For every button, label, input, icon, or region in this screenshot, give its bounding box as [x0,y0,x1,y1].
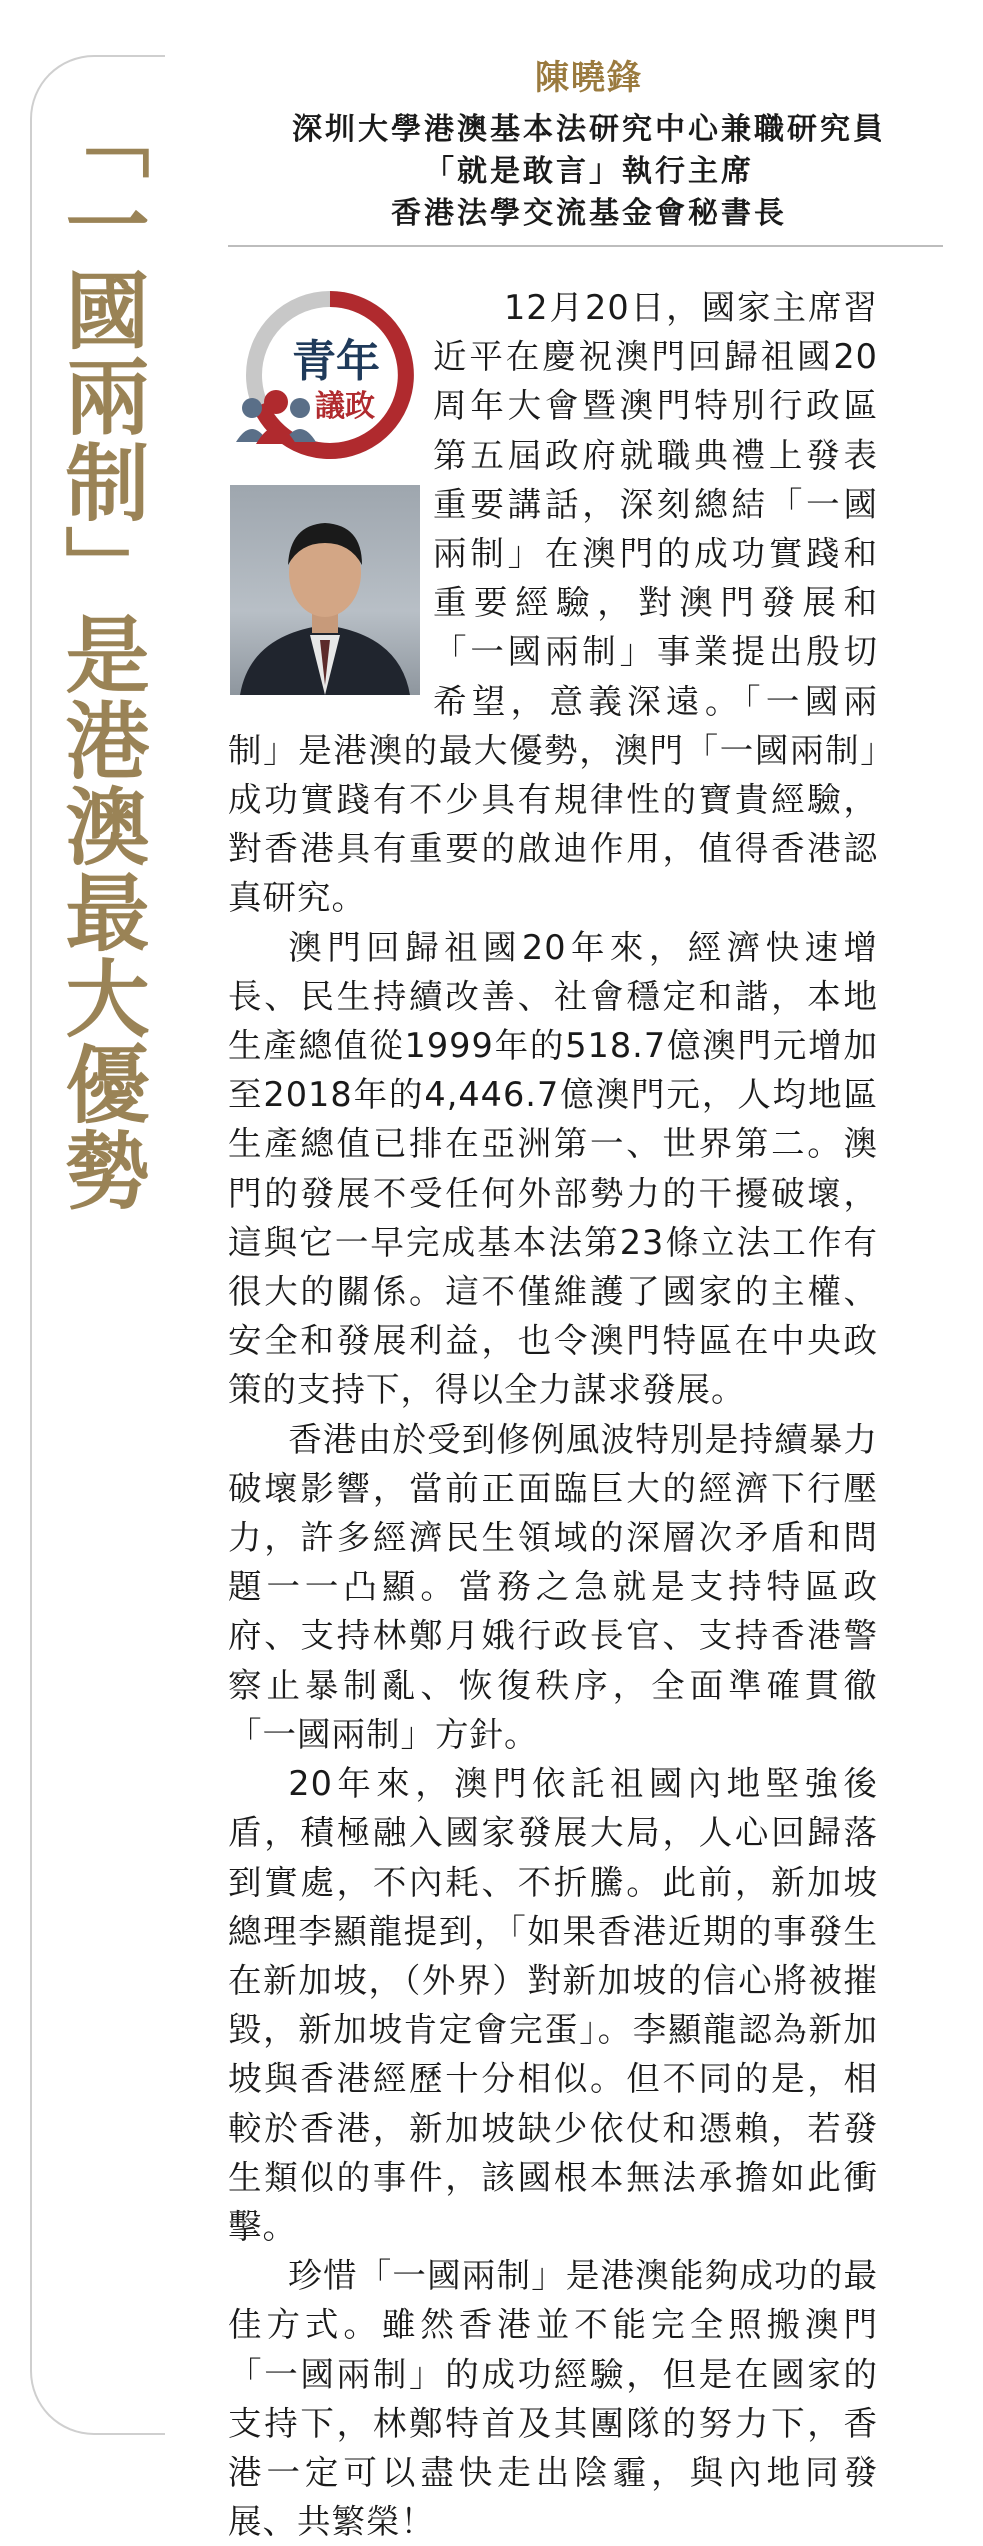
byline-divider [228,245,943,247]
logo-text-politics: 議政 [315,389,375,424]
author-role-1: 深圳大學港澳基本法研究中心兼職研究員 [292,112,886,147]
article-paragraph: 澳門回歸祖國20年來，經濟快速增長、民生持續改善、社會穩定和諧，本地生產總值從1999年的518.7億澳門元增加至2018年的4,446.7億澳門元，人均地區生產總值已排在亞洲第一、世界第二。澳門的發展不受任何外部勢力的干擾破壞，這與它一早完成基本法第23條立法工作有很大的關係。這不僅維護了國家的主權、安全和發展利益，也令澳門特區在中央政策的支持下，得以全力謀求發展。 [228,927,878,1410]
article-paragraph: 20年來，澳門依託祖國內地堅強後盾，積極融入國家發展大局，人心回歸落到實處，不內耗、不折騰。此前，新加坡總理李顯龍提到，「如果香港近期的事發生在新加坡，（外界）對新加坡的信心將被摧毀，新加坡肯定會完蛋」。李顯龍認為新加坡與香港經歷十分相似。但不同的是，相較於香港，新加坡缺少依仗和憑賴，若發生類似的事件，該國根本無法承擔如此衝擊。 [228,1764,878,2246]
headline: 「一國兩制」是港澳最大優勢 [52,95,150,1213]
logo-text-youth: 青年 [292,336,380,387]
article-body [228,283,878,2546]
author-role-2: 「就是敢言」執行主席 [424,154,754,189]
article-paragraph: 12月20日，國家主席習近平在慶祝澳門回歸祖國20周年大會暨澳門特別行政區第五屆政府就職典禮上發表重要講話，深刻總結「一國兩制」在澳門的成功實踐和重要經驗，對澳門發展和「一國兩制」事業提出殷切希望，意義深遠。「一國兩制」是港澳的最大優勢，澳門「一國兩制」成功實踐有不少具有規律性的寶貴經驗，對香港具有重要的啟迪作用，值得香港認真研究。 [228,288,878,918]
byline [225,50,953,235]
article-paragraph: 珍惜「一國兩制」是港澳能夠成功的最佳方式。雖然香港並不能完全照搬澳門「一國兩制」的成功經驗，但是在國家的支持下，林鄭特首及其團隊的努力下，香港一定可以盡快走出陰霾，與內地同發展、共繁榮！ [228,2256,878,2542]
author-name: 陳曉鋒 [535,58,643,98]
article-paragraph: 香港由於受到修例風波特別是持續暴力破壞影響，當前正面臨巨大的經濟下行壓力，許多經濟民生領域的深層次矛盾和問題一一凸顯。當務之急就是支持特區政府、支持林鄭月娥行政長官、支持香港警察止暴制亂、恢復秩序，全面準確貫徹「一國兩制」方針。 [228,1419,878,1754]
author-role-3: 香港法學交流基金會秘書長 [391,196,787,231]
